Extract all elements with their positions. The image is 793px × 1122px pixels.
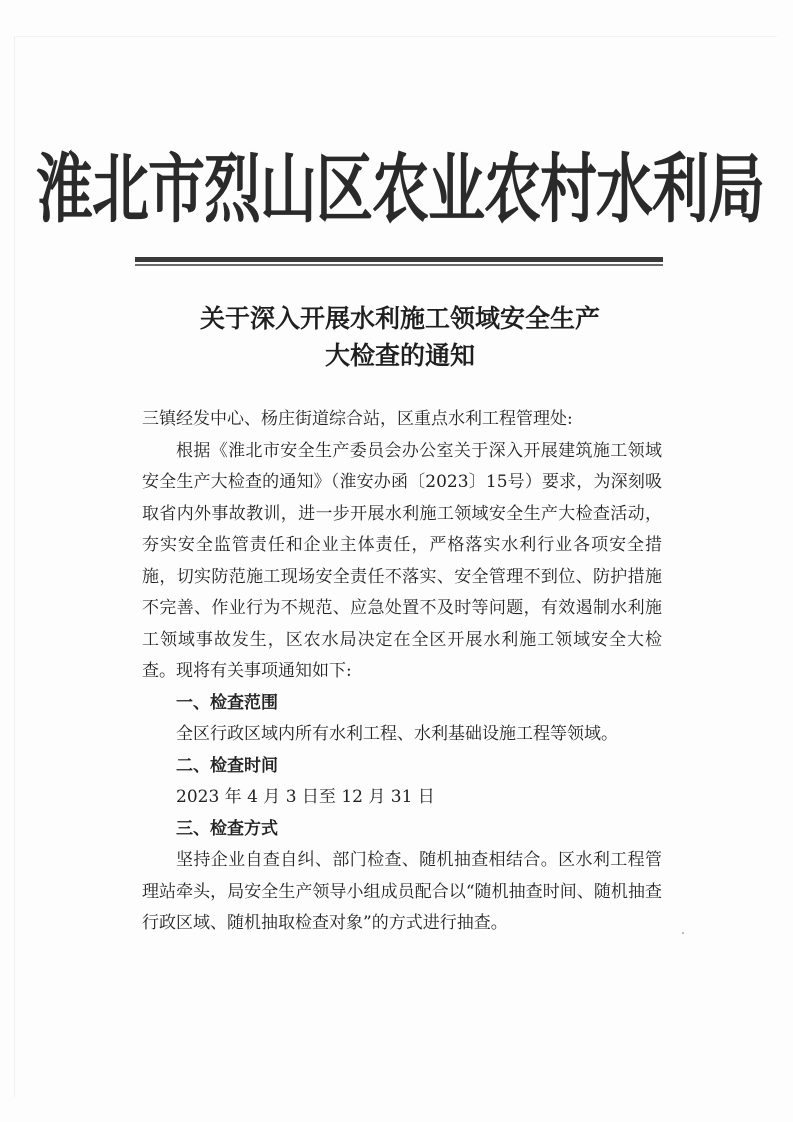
header-rule-thick: [135, 257, 663, 262]
section-body-method: 坚持企业自查自纠、部门检查、随机抽查相结合。区水利工程管理站牵头，局安全生产领导小组成员配合以“随机抽查时间、随机抽查行政区域、随机抽取检查对象”的方式进行抽查。: [142, 850, 662, 933]
section-heading-method: 三、检查方式: [176, 818, 278, 839]
recipients-line: 三镇经发中心、杨庄街道综合站，区重点水利工程管理处:: [142, 409, 573, 429]
document-title-line-2: 大检查的通知: [324, 341, 475, 370]
section-heading-time: 二、检查时间: [176, 755, 278, 776]
document-body: [142, 404, 662, 940]
section-heading-scope: 一、检查范围: [176, 692, 278, 713]
intro-paragraph: 根据《淮北市安全生产委员会办公室关于深入开展建筑施工领域安全生产大检查的通知》（淮安办函〔2023〕15号）要求，为深刻吸取省内外事故教训，进一步开展水利施工领域安全生产大检查活动，夯实安全监管责任和企业主体责任，严格落实水利行业各项安全措施，切实防范施工现场安全责任不落实、安全管理不到位、防护措施不完善、作业行为不规范、应急处置不及时等问题，有效遏制水利施工领域事故发生，区农水局决定在全区开展水利施工领域安全大检查。现将有关事项通知如下:: [142, 440, 662, 681]
header-rule-thin: [135, 264, 663, 266]
section-body-time: 2023 年 4 月 3 日至 12 月 31 日: [176, 787, 435, 807]
section-body-scope: 全区行政区域内所有水利工程、水利基础设施工程等领域。: [176, 724, 618, 744]
document-title-line-1: 关于深入开展水利施工领域安全生产: [199, 304, 600, 333]
document-title: [100, 300, 700, 374]
scan-noise-dot: [682, 932, 684, 934]
organization-header: 淮北市烈山区农业农村水利局: [36, 145, 764, 233]
